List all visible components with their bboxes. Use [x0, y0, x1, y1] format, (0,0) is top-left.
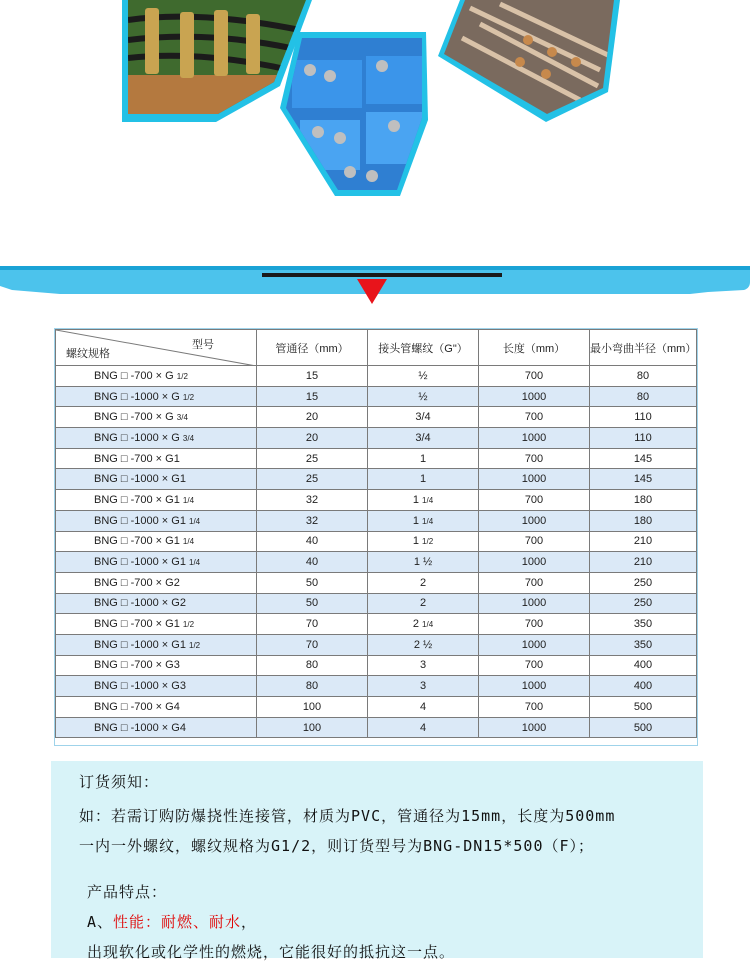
cell-diameter: 50	[257, 572, 368, 593]
feature-a	[87, 911, 257, 932]
cell-g-thread	[368, 717, 479, 738]
cell-diameter: 32	[257, 510, 368, 531]
model-text: BNG □ -700 × G1	[94, 493, 180, 506]
table-row	[56, 386, 697, 407]
cell-g-thread	[368, 469, 479, 490]
model-fraction: 1/4	[189, 516, 201, 526]
cell-length: 700	[479, 614, 590, 635]
model-text: BNG □ -1000 × G1	[94, 514, 186, 527]
header-model: 型号	[192, 339, 214, 351]
cell-model	[56, 531, 257, 552]
g-thread-text: 3/4	[415, 411, 431, 424]
cell-diameter: 32	[257, 490, 368, 511]
cell-g-thread	[368, 676, 479, 697]
table-row	[56, 634, 697, 655]
cell-model	[56, 386, 257, 407]
cell-length: 700	[479, 407, 590, 428]
g-thread-text: 2	[419, 597, 427, 610]
cell-length: 700	[479, 366, 590, 387]
cell-bend-radius: 145	[590, 448, 697, 469]
model-text: BNG □ -700 × G1	[94, 452, 180, 465]
cell-g-thread	[368, 655, 479, 676]
g-thread-text: ½	[418, 369, 428, 382]
cell-diameter: 70	[257, 634, 368, 655]
header-thread-spec: 螺纹规格	[66, 348, 110, 360]
feature-a-description: 出现软化或化学性的燃烧，它能很好的抵抗这一点。	[87, 943, 456, 961]
table-header-row	[56, 330, 697, 366]
fittings-bins-photo	[280, 32, 430, 196]
model-text: BNG □ -1000 × G3	[94, 680, 186, 693]
g-thread-text: 1	[412, 493, 419, 506]
model-text: BNG □ -700 × G	[94, 369, 174, 382]
g-thread-fraction: 1/4	[422, 516, 434, 526]
model-text: BNG □ -700 × G3	[94, 659, 180, 672]
cell-diameter: 25	[257, 469, 368, 490]
cell-diameter: 100	[257, 697, 368, 718]
model-text: BNG □ -700 × G1	[94, 535, 180, 548]
cell-g-thread	[368, 407, 479, 428]
cell-g-thread	[368, 634, 479, 655]
features-title: 产品特点：	[87, 883, 168, 901]
g-thread-text: 3	[419, 680, 427, 693]
notice-title: 订货须知：	[79, 773, 160, 791]
cell-bend-radius: 210	[590, 531, 697, 552]
cell-diameter: 40	[257, 531, 368, 552]
product-photo-collage	[0, 0, 750, 225]
cell-diameter: 20	[257, 407, 368, 428]
cell-length: 700	[479, 531, 590, 552]
hose-ends-photo	[438, 0, 620, 122]
model-fraction: 1/4	[189, 558, 201, 568]
ordering-notice	[51, 761, 703, 961]
notice-example-line2: 一内一外螺纹，螺纹规格为G1/2，则订货型号为BNG-DN15*500（F）；	[79, 837, 595, 855]
model-text: BNG □ -1000 × G	[94, 390, 180, 403]
table-row	[56, 614, 697, 635]
cell-length: 700	[479, 655, 590, 676]
table-row	[56, 676, 697, 697]
cell-diameter: 50	[257, 593, 368, 614]
cell-diameter: 70	[257, 614, 368, 635]
model-fraction: 1/4	[182, 537, 195, 547]
g-thread-text: 2 ½	[413, 638, 433, 651]
cell-diameter: 80	[257, 676, 368, 697]
cell-bend-radius: 350	[590, 634, 697, 655]
cell-length: 1000	[479, 386, 590, 407]
cell-model	[56, 634, 257, 655]
cell-model	[56, 428, 257, 449]
table-row	[56, 510, 697, 531]
cell-length: 1000	[479, 634, 590, 655]
g-thread-text: 3	[419, 659, 427, 672]
g-thread-text: 2	[419, 576, 427, 589]
model-text: BNG □ -1000 × G1	[94, 473, 186, 486]
feature-a-prefix: A、	[87, 913, 114, 931]
table-row	[56, 407, 697, 428]
cell-bend-radius: 80	[590, 386, 697, 407]
table-row	[56, 531, 697, 552]
cell-length: 700	[479, 572, 590, 593]
model-fraction: 3/4	[182, 433, 195, 443]
model-text: BNG □ -1000 × G1	[94, 556, 186, 569]
feature-a-label: 性能：耐燃、耐水	[113, 913, 242, 931]
cell-diameter: 80	[257, 655, 368, 676]
header-length: 长度（mm）	[479, 330, 590, 366]
notice-example-line1: 如：若需订购防爆挠性连接管，材质为PVC，管通径为15mm，长度为500mm	[79, 807, 616, 825]
cell-diameter: 20	[257, 428, 368, 449]
cell-model	[56, 448, 257, 469]
table-row	[56, 469, 697, 490]
g-thread-fraction: 1/2	[422, 537, 434, 547]
model-fraction: 1/2	[189, 640, 201, 650]
header-g-thread: 接头管螺纹（G"）	[368, 330, 479, 366]
cell-diameter: 40	[257, 552, 368, 573]
model-text: BNG □ -1000 × G4	[94, 721, 186, 734]
cell-g-thread	[368, 448, 479, 469]
model-text: BNG □ -1000 × G	[94, 431, 180, 444]
cell-g-thread	[368, 428, 479, 449]
cell-bend-radius: 80	[590, 366, 697, 387]
cell-bend-radius: 500	[590, 717, 697, 738]
g-thread-text: 1	[419, 473, 427, 486]
g-thread-text: ½	[418, 390, 428, 403]
g-thread-fraction: 1/4	[422, 495, 434, 505]
cell-g-thread	[368, 490, 479, 511]
spec-table-container	[54, 328, 698, 746]
model-text: BNG □ -700 × G4	[94, 700, 180, 713]
model-text: BNG □ -1000 × G1	[94, 638, 186, 651]
model-text: BNG □ -1000 × G2	[94, 597, 186, 610]
cell-bend-radius: 400	[590, 655, 697, 676]
model-fraction: 1/2	[182, 392, 195, 402]
table-row	[56, 717, 697, 738]
cell-model	[56, 593, 257, 614]
cell-model	[56, 490, 257, 511]
cell-bend-radius: 180	[590, 510, 697, 531]
table-row	[56, 490, 697, 511]
cell-model	[56, 697, 257, 718]
table-row	[56, 428, 697, 449]
header-diameter: 管通径（mm）	[257, 330, 368, 366]
cell-model	[56, 510, 257, 531]
cell-length: 700	[479, 490, 590, 511]
feature-a-suffix: ，	[241, 913, 258, 931]
table-row	[56, 366, 697, 387]
cell-model	[56, 655, 257, 676]
header-model-spec-cell	[56, 330, 257, 366]
table-row	[56, 572, 697, 593]
cell-g-thread	[368, 366, 479, 387]
header-bend-radius: 最小弯曲半径（mm）	[590, 330, 697, 366]
cell-bend-radius: 350	[590, 614, 697, 635]
cell-g-thread	[368, 593, 479, 614]
cell-model	[56, 366, 257, 387]
section-divider-banner	[0, 262, 750, 310]
cell-model	[56, 717, 257, 738]
cell-diameter: 15	[257, 366, 368, 387]
cell-length: 1000	[479, 510, 590, 531]
cell-bend-radius: 110	[590, 428, 697, 449]
cell-model	[56, 676, 257, 697]
cell-model	[56, 614, 257, 635]
cell-length: 1000	[479, 469, 590, 490]
cell-bend-radius: 400	[590, 676, 697, 697]
cell-model	[56, 572, 257, 593]
table-row	[56, 552, 697, 573]
g-thread-text: 3/4	[415, 431, 431, 444]
cell-length: 1000	[479, 552, 590, 573]
cell-diameter: 100	[257, 717, 368, 738]
cell-bend-radius: 210	[590, 552, 697, 573]
cell-length: 700	[479, 448, 590, 469]
g-thread-text: 1	[412, 535, 419, 548]
cell-g-thread	[368, 531, 479, 552]
g-thread-text: 4	[419, 700, 427, 713]
model-text: BNG □ -700 × G1	[94, 618, 180, 631]
table-row	[56, 593, 697, 614]
g-thread-text: 1 ½	[413, 556, 433, 569]
cell-g-thread	[368, 510, 479, 531]
cell-length: 700	[479, 697, 590, 718]
table-row	[56, 448, 697, 469]
g-thread-fraction: 1/4	[422, 620, 434, 630]
cell-g-thread	[368, 614, 479, 635]
cell-length: 1000	[479, 676, 590, 697]
cell-diameter: 25	[257, 448, 368, 469]
cell-model	[56, 469, 257, 490]
cell-bend-radius: 110	[590, 407, 697, 428]
cell-g-thread	[368, 386, 479, 407]
cell-bend-radius: 145	[590, 469, 697, 490]
cell-length: 1000	[479, 717, 590, 738]
model-text: BNG □ -700 × G	[94, 411, 174, 424]
cell-bend-radius: 250	[590, 593, 697, 614]
cell-g-thread	[368, 572, 479, 593]
g-thread-text: 1	[412, 514, 419, 527]
table-row	[56, 655, 697, 676]
g-thread-text: 4	[419, 721, 427, 734]
g-thread-text: 2	[412, 618, 419, 631]
model-fraction: 1/4	[182, 495, 195, 505]
model-fraction: 1/2	[182, 620, 195, 630]
table-row	[56, 697, 697, 718]
spec-table	[55, 329, 697, 738]
cell-diameter: 15	[257, 386, 368, 407]
g-thread-text: 1	[419, 452, 427, 465]
cell-bend-radius: 500	[590, 697, 697, 718]
model-fraction: 3/4	[176, 413, 188, 423]
model-text: BNG □ -700 × G2	[94, 576, 180, 589]
cell-g-thread	[368, 697, 479, 718]
cell-bend-radius: 250	[590, 572, 697, 593]
cell-length: 1000	[479, 593, 590, 614]
cell-length: 1000	[479, 428, 590, 449]
cell-model	[56, 552, 257, 573]
model-fraction: 1/2	[176, 371, 188, 381]
cell-bend-radius: 180	[590, 490, 697, 511]
cell-g-thread	[368, 552, 479, 573]
cell-model	[56, 407, 257, 428]
